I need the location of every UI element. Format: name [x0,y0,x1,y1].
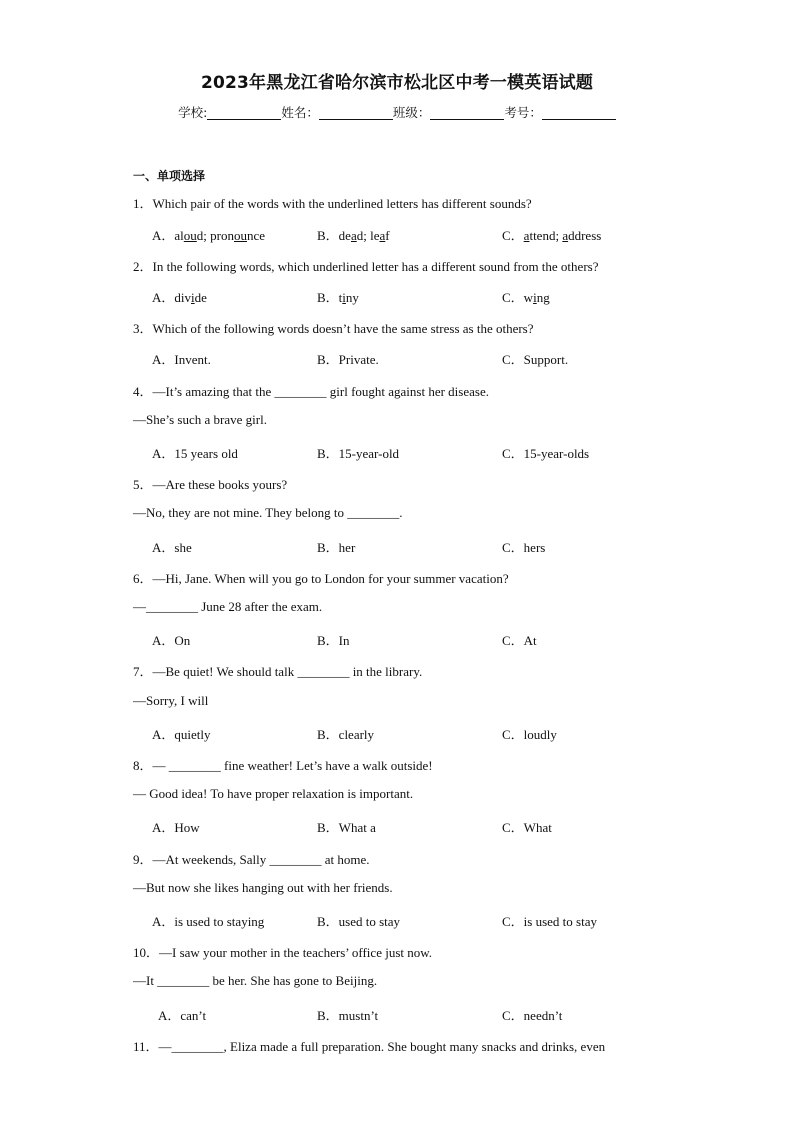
school-blank [207,106,281,120]
question-stem-reply: —But now she likes hanging out with her friends. [133,880,393,895]
option-b: B．dead; leaf [317,228,390,243]
class-blank [430,106,504,120]
option-a: A．is used to staying [152,914,265,929]
name-label: 姓名： [281,105,319,120]
option-b: B．clearly [317,727,375,742]
question-stem: 4．—It’s amazing that the ________ girl fought against her disease. [133,384,489,399]
option-a: A．aloud; pronounce [152,228,266,243]
question-stem-reply: —________ June 28 after the exam. [133,599,323,614]
question-stem: 10．—I saw your mother in the teachers’ office just now. [133,945,433,960]
option-a: A．15 years old [152,446,238,461]
option-a: A．How [152,820,200,835]
option-a: A．quietly [152,727,211,742]
option-b: B．15-year-old [317,446,400,461]
option-c: C．At [502,633,537,648]
question-stem: 3．Which of the following words doesn’t have the same stress as the others? [133,321,534,336]
option-b: B．Private. [317,352,379,367]
option-c: C．Support. [502,352,569,367]
question-stem: 11．—________, Eliza made a full preparation. She bought many snacks and drinks, even [133,1039,606,1054]
option-c: C．What [502,820,552,835]
question-stem-reply: —Sorry, I will [133,693,209,708]
question-stem: 1．Which pair of the words with the underlined letters has different sounds? [133,196,532,211]
option-c: C．wing [502,290,550,305]
option-c: C．loudly [502,727,557,742]
question-stem: 5．—Are these books yours? [133,477,288,492]
option-b: B．tiny [317,290,359,305]
option-b: B．her [317,540,356,555]
option-a: A．can’t [158,1008,207,1023]
option-b: B．used to stay [317,914,401,929]
question-stem: 7．—Be quiet! We should talk ________ in the library. [133,664,423,679]
option-b: B．In [317,633,350,648]
option-a: A．On [152,633,191,648]
option-a: A．divide [152,290,207,305]
option-b: B．mustn’t [317,1008,379,1023]
question-stem: 8．— ________ fine weather! Let’s have a walk outside! [133,758,433,773]
class-label: 班级： [392,105,431,120]
option-c: C．is used to stay [502,914,597,929]
question-stem-reply: —It ________ be her. She has gone to Beijing. [133,973,378,988]
option-a: A．she [152,540,192,555]
question-stem: 9．—At weekends, Sally ________ at home. [133,852,370,867]
option-a: A．Invent. [152,352,211,367]
question-stem-reply: — Good idea! To have proper relaxation is important. [133,786,414,801]
option-b: B．What a [317,820,376,835]
question-stem: 2．In the following words, which underlined letter has a different sound from the others? [133,259,599,274]
name-blank [319,106,393,120]
number-blank [542,106,616,120]
page-title: 2023年黑龙江省哈尔滨市松北区中考一模英语试题 [200,73,594,93]
number-label: 考号： [504,105,542,120]
option-c: C．hers [502,540,546,555]
question-stem-reply: —No, they are not mine. They belong to ________. [133,505,403,520]
question-stem-reply: —She’s such a brave girl. [133,412,267,427]
section-title: 一、单项选择 [133,169,206,183]
option-c: C．needn’t [502,1008,563,1023]
option-c: C．attend; address [502,228,602,243]
question-stem: 6．—Hi, Jane. When will you go to London for your summer vacation? [133,571,509,586]
option-c: C．15-year-olds [502,446,590,461]
student-info-row [0,103,794,121]
school-label: 学校: [178,105,208,120]
